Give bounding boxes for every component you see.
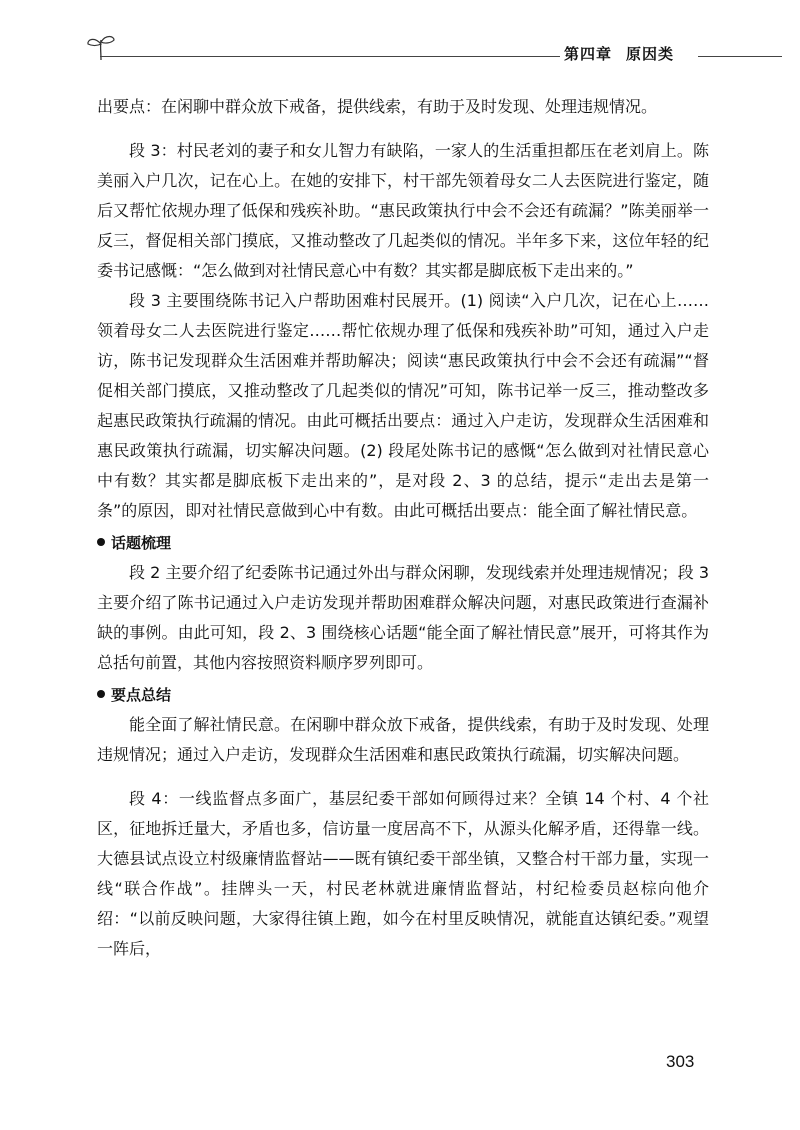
heading-key-points-label: 要点总结: [111, 686, 172, 704]
heading-key-points: [97, 680, 709, 710]
page-number: 303: [666, 1052, 695, 1071]
paragraph-3: 段 3 主要围绕陈书记入户帮助困难村民展开。(1) 阅读“入户几次，记在心上……领着母女二人去医院进行鉴定……帮忙依规办理了低保和残疾补助”可知，通过入户走访，陈书记发现群众生活困难并帮助解决；阅读“惠民政策执行中会不会还有疏漏”“督促相关部门摸底，又推动整改了几起类似的情况”可知，陈书记举一反三，推动整改多起惠民政策执行疏漏的情况。由此可概括出要点：通过入户走访，发现群众生活困难和惠民政策执行疏漏，切实解决问题。(2) 段尾处陈书记的感慨“怎么做到对社情民意心中有数？其实都是脚底板下走出来的”，是对段 2、3 的总结，提示“走出去是第一条”的原因，即对社情民意做到心中有数。由此可概括出要点：能全面了解社情民意。: [97, 291, 709, 520]
paragraph-2: 段 3：村民老刘的妻子和女儿智力有缺陷，一家人的生活重担都压在老刘肩上。陈美丽入户几次，记在心上。在她的安排下，村干部先领着母女二人去医院进行鉴定，随后又帮忙依规办理了低保和残疾补助。“惠民政策执行中会不会还有疏漏？”陈美丽举一反三，督促相关部门摸底，又推动整改了几起类似的情况。半年多下来，这位年轻的纪委书记感慨：“怎么做到对社情民意心中有数？其实都是脚底板下走出来的。”: [97, 141, 709, 280]
chapter-heading: [564, 43, 674, 64]
heading-topic-sorting: [97, 528, 709, 558]
paragraph-6: 段 4：一线监督点多面广，基层纪委干部如何顾得过来？全镇 14 个村、4 个社区，征地拆迁量大，矛盾也多，信访量一度居高不下，从源头化解矛盾，还得靠一线。大德县试点设立村级廉情监督站——既有镇纪委干部坐镇，又整合村干部力量，实现一线“联合作战”。挂牌头一天，村民老林就进廉情监督站，村纪检委员赵棕向他介绍：“以前反映问题，大家得往镇上跑，如今在村里反映情况，就能直达镇纪委。”观望一阵后，: [97, 789, 709, 958]
sprout-leaf-icon: [84, 32, 118, 62]
header-rule-right: [698, 56, 782, 57]
paragraph-5: 能全面了解社情民意。在闲聊中群众放下戒备，提供线索，有助于及时发现、处理违规情况；通过入户走访，发现群众生活困难和惠民政策执行疏漏，切实解决问题。: [97, 715, 709, 764]
header-rule-left: [100, 56, 480, 57]
chapter-title: 原因类: [626, 45, 675, 63]
page-body: [97, 92, 709, 964]
paragraph-1: 出要点：在闲聊中群众放下戒备，提供线索，有助于及时发现、处理违规情况。: [97, 97, 658, 116]
bullet-dot-icon: [97, 690, 105, 698]
heading-topic-sorting-label: 话题梳理: [111, 534, 172, 552]
paragraph-4: 段 2 主要介绍了纪委陈书记通过外出与群众闲聊，发现线索并处理违规情况；段 3 主要介绍了陈书记通过入户走访发现并帮助困难群众解决问题，对惠民政策进行查漏补缺的事例。由此可知，段 2、3 围绕核心话题“能全面了解社情民意”展开，可将其作为总括句前置，其他内容按照资料顺序罗列即可。: [97, 563, 709, 672]
bullet-dot-icon: [97, 538, 105, 546]
header-rule-middle: [450, 56, 560, 57]
page-header: [70, 30, 782, 70]
chapter-number: 第四章: [564, 45, 613, 63]
